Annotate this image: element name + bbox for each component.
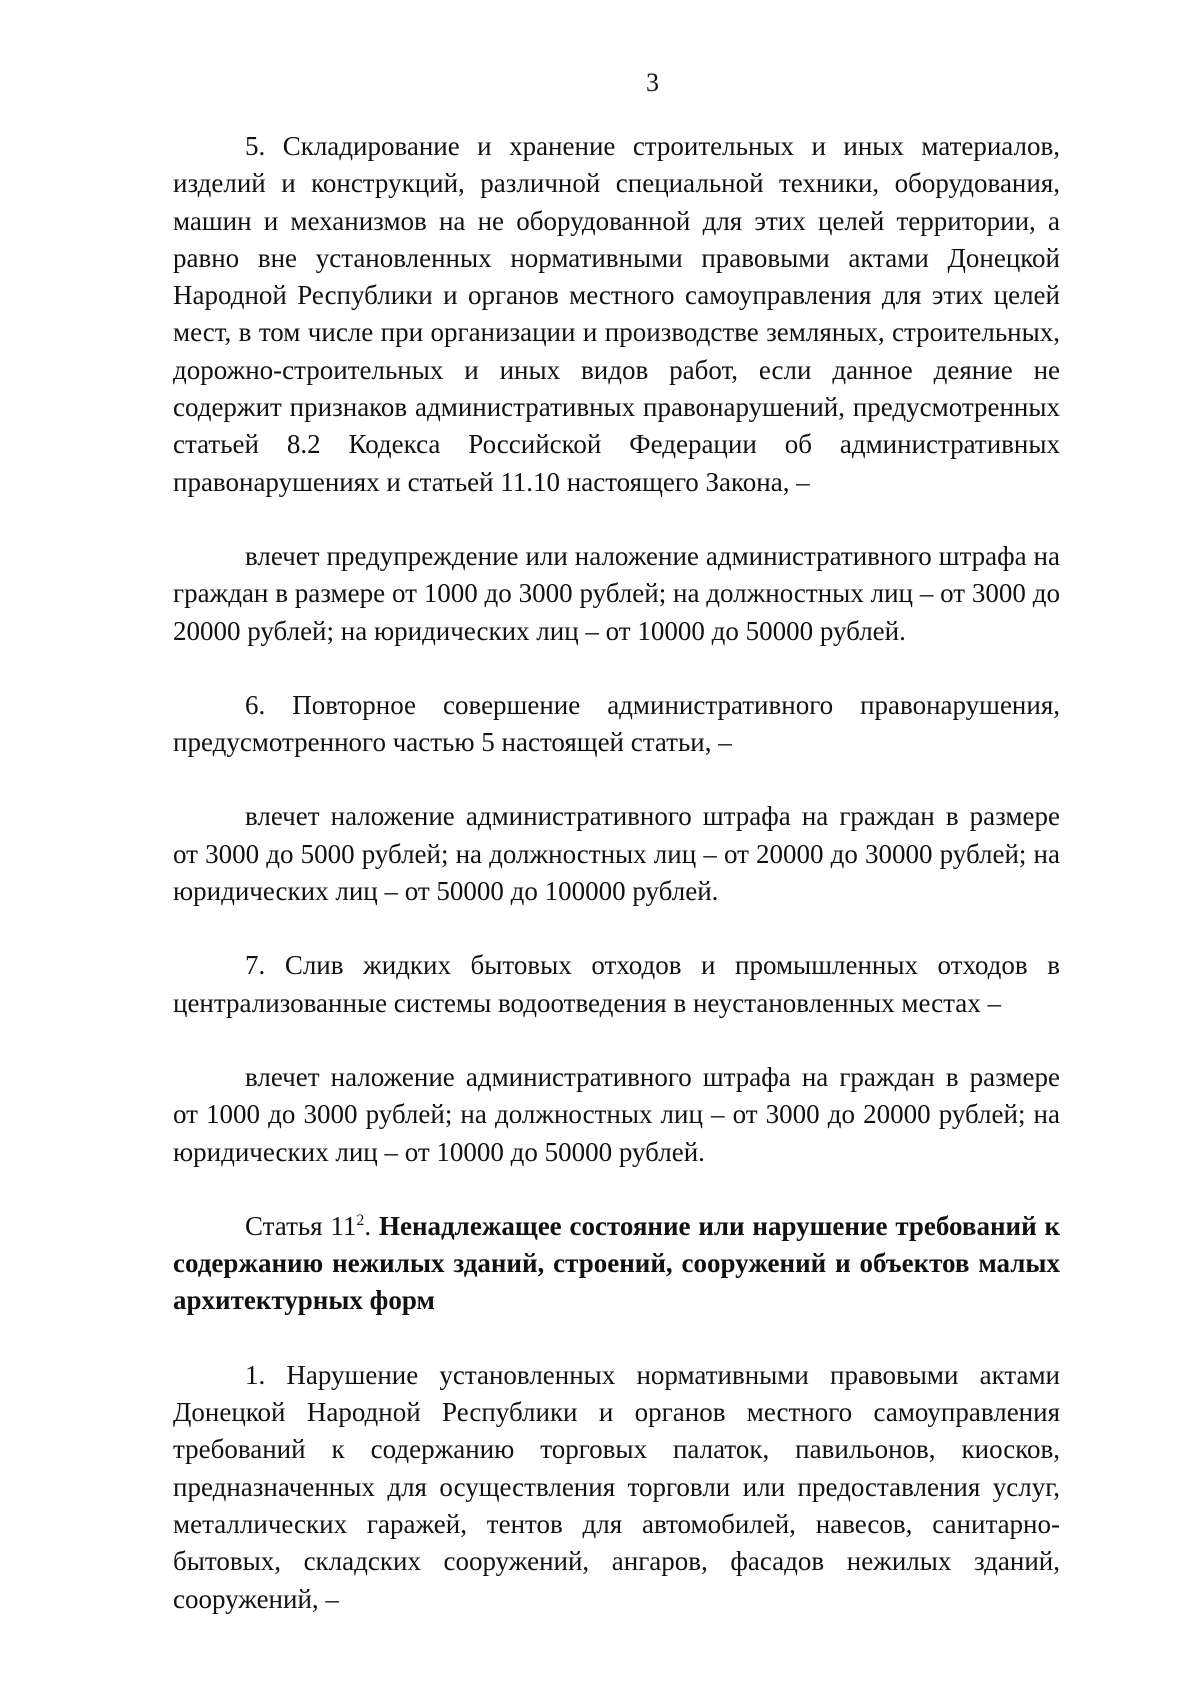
article-heading: [173, 1208, 1060, 1320]
paragraph-part-6-penalty: влечет наложение административного штрафа на граждан в размере от 3000 до 5000 рублей; на должностных лиц – от 20000 до 30000 рублей; на юридических лиц – от 50000 до 100000 рублей.: [173, 801, 1060, 907]
paragraph-part-5-penalty: влечет предупреждение или наложение административного штрафа на граждан в размере от 1000 до 3000 рублей; на должностных лиц – от 3000 до 20000 рублей; на юридических лиц – от 10000 до 50000 рублей.: [173, 540, 1060, 646]
paragraph-part-7-penalty: влечет наложение административного штрафа на граждан в размере от 1000 до 3000 рублей; на должностных лиц – от 3000 до 20000 рублей; на юридических лиц – от 10000 до 50000 рублей.: [173, 1061, 1060, 1167]
paragraph-part-6: 6. Повторное совершение административного правонарушения, предусмотренного частью 5 настоящей статьи, –: [173, 689, 1060, 758]
article-paragraph-part-1: 1. Нарушение установленных нормативными правовыми актами Донецкой Народной Республики и органов местного самоуправления требований к содержанию торговых палаток, павильонов, киосков, предназначенных для осуществления торговли или предоставления услуг, металлических гаражей, тентов для автомобилей, навесов, санитарно-бытовых, складских сооружений, ангаров, фасадов нежилых зданий, сооружений, –: [173, 1359, 1060, 1614]
article-title: Ненадлежащее состояние или нарушение требований к содержанию нежилых зданий, строений, сооружений и объектов малых архитектурных форм: [173, 1210, 1060, 1316]
paragraph-part-5: 5. Складирование и хранение строительных и иных материалов, изделий и конструкций, различной специальной техники, оборудования, машин и механизмов на не оборудованной для этих целей территории, а равно вне установленных нормативными правовыми актами Донецкой Народной Республики и органов местного самоуправления для этих целей мест, в том числе при организации и производстве земляных, строительных, дорожно-строительных и иных видов работ, если данное деяние не содержит признаков административных правонарушений, предусмотренных статьей 8.2 Кодекса Российской Федерации об административных правонарушениях и статьей 11.10 настоящего Закона, –: [173, 131, 1060, 497]
article-number-superscript: 2: [356, 1211, 365, 1229]
page-number: 3: [646, 68, 659, 97]
article-number-separator: .: [364, 1210, 379, 1241]
article-number: Статья 11: [245, 1210, 357, 1241]
paragraph-part-7: 7. Слив жидких бытовых отходов и промышленных отходов в централизованные системы водоотведения в неустановленных местах –: [173, 950, 1060, 1018]
